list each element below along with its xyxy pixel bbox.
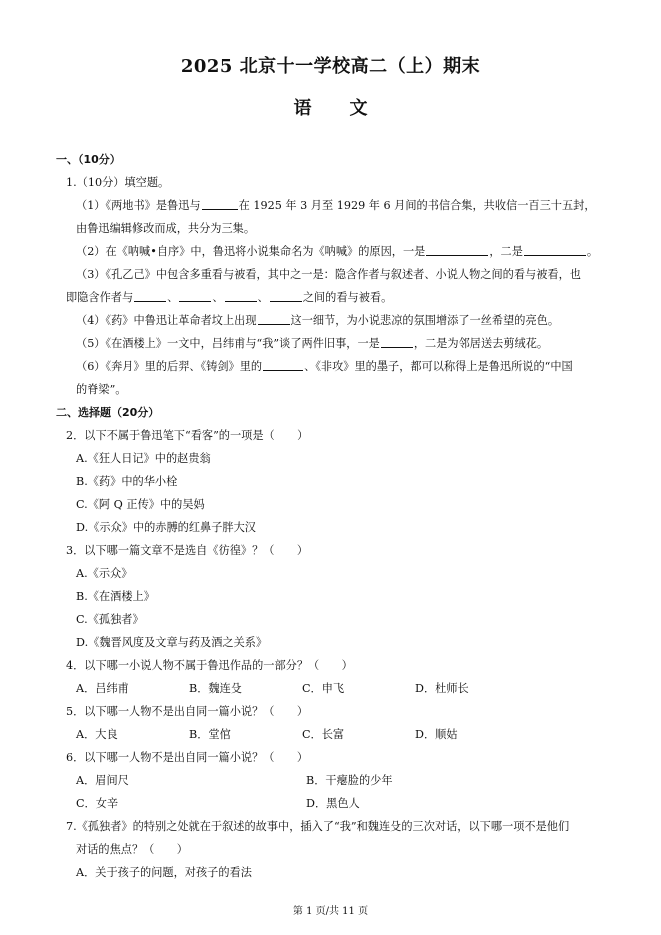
q1-part4-line xyxy=(56,309,611,332)
q6-option-c[interactable]: C．女辛 xyxy=(76,797,119,810)
q7-option-a[interactable]: A．关于孩子的问题，对孩子的看法 xyxy=(76,866,252,879)
q1-part3-blank-3[interactable] xyxy=(225,289,257,302)
q2-option-d[interactable]: D.《示众》中的赤膊的红鼻子胖大汉 xyxy=(76,521,256,534)
q1-part1-blank[interactable] xyxy=(202,197,238,210)
q4-stem: 4．以下哪一小说人物不属于鲁迅作品的一部分？（ ） xyxy=(66,659,353,672)
q6-options-row1 xyxy=(56,769,611,792)
q1-part4-text-b: 这一细节，为小说悲凉的氛围增添了一丝希望的亮色。 xyxy=(290,314,560,327)
q5-option-a[interactable]: A．大良 xyxy=(76,728,118,741)
q1-part1-text-a: （1）《两地书》是鲁迅与 xyxy=(76,199,201,212)
q3-option-d[interactable]: D.《魏晋风度及文章与药及酒之关系》 xyxy=(76,636,268,649)
q1-part3-sep-3: 、 xyxy=(257,291,269,304)
q3-option-a[interactable]: A.《示众》 xyxy=(76,567,133,580)
q4-option-b[interactable]: B．魏连殳 xyxy=(189,682,242,695)
q1-part5-line xyxy=(56,332,611,355)
q1-part3-text-c: 之间的看与被看。 xyxy=(302,291,393,304)
q1-part3-line2 xyxy=(56,286,611,309)
q1-part6-line2: 的脊梁”。 xyxy=(76,383,127,396)
q1-part2-text-a: （2）在《呐喊•自序》中，鲁迅将小说集命名为《呐喊》的原因，一是 xyxy=(76,245,426,258)
q1-part2-text-b: ，二是 xyxy=(489,245,523,258)
q1-part5-blank[interactable] xyxy=(381,335,413,348)
q2-option-c[interactable]: C.《阿 Q 正传》中的吴妈 xyxy=(76,498,205,511)
q1-part3-sep-2: 、 xyxy=(212,291,224,304)
q1-part3-blank-4[interactable] xyxy=(270,289,302,302)
q1-part2-blank-1[interactable] xyxy=(426,243,488,256)
q1-part3-text-b: 即隐含作者与 xyxy=(66,291,134,304)
q3-option-b[interactable]: B.《在酒楼上》 xyxy=(76,590,155,603)
q1-part5-text-b: ，二是为邻居送去剪绒花。 xyxy=(413,337,549,350)
q1-part4-blank[interactable] xyxy=(258,312,290,325)
q1-part6-blank[interactable] xyxy=(263,358,303,371)
q6-options-row2 xyxy=(56,792,611,815)
page-footer: 第 1 页/共 11 页 xyxy=(292,906,369,917)
q5-option-c[interactable]: C．长富 xyxy=(302,728,345,741)
q3-option-c[interactable]: C.《孤独者》 xyxy=(76,613,144,626)
q5-option-b[interactable]: B．堂倌 xyxy=(189,728,231,741)
q1-part3-sep-1: 、 xyxy=(167,291,179,304)
q5-stem: 5．以下哪一人物不是出自同一篇小说？（ ） xyxy=(66,705,309,718)
q7-stem-line2: 对话的焦点？（ ） xyxy=(76,843,188,856)
q4-option-d[interactable]: D．杜师长 xyxy=(415,682,469,695)
q1-stem: 1.（10分）填空题。 xyxy=(66,176,170,189)
exam-content xyxy=(56,148,611,884)
q1-part1-text-b: 在 1925 年 3 月至 1929 年 6 月间的书信合集，共收信一百三十五封， xyxy=(238,199,596,212)
q1-part6-text-b: 、《非攻》里的墨子，都可以称得上是鲁迅所说的“中国 xyxy=(304,360,573,373)
q1-part2-blank-2[interactable] xyxy=(524,243,586,256)
q4-options xyxy=(56,677,611,700)
q6-option-d[interactable]: D．黑色人 xyxy=(306,797,360,810)
q6-option-a[interactable]: A．眉间尺 xyxy=(76,774,129,787)
q5-options xyxy=(56,723,611,746)
q1-part2-line xyxy=(56,240,611,263)
q6-option-b[interactable]: B．干瘪脸的少年 xyxy=(306,774,393,787)
q7-stem-line1: 7.《孤独者》的特别之处就在于叙述的故事中，插入了“我”和魏连殳的三次对话，以下哪一项不是他们 xyxy=(66,820,570,833)
q1-part1-line2: 由鲁迅编辑修改而成，共分为三集。 xyxy=(76,222,256,235)
q4-option-a[interactable]: A．吕纬甫 xyxy=(76,682,129,695)
q1-part6-text-a: （6）《奔月》里的后羿、《铸剑》里的 xyxy=(76,360,263,373)
q1-part3-line1: （3）《孔乙己》中包含多重看与被看，其中之一是：隐含作者与叙述者、小说人物之间的看与被看，也 xyxy=(76,268,581,281)
q5-option-d[interactable]: D．顺姑 xyxy=(415,728,458,741)
q1-part2-text-c: 。 xyxy=(586,245,599,258)
q3-stem: 3．以下哪一篇文章不是选自《彷徨》？（ ） xyxy=(66,544,309,557)
page-title: 2025 北京十一学校高二（上）期末 xyxy=(180,56,481,77)
q4-option-c[interactable]: C．申飞 xyxy=(302,682,345,695)
q1-part3-blank-1[interactable] xyxy=(134,289,166,302)
section-2-heading: 二、选择题（20分） xyxy=(56,406,160,419)
q1-part5-text-a: （5）《在酒楼上》一文中，吕纬甫与“我”谈了两件旧事，一是 xyxy=(76,337,380,350)
q2-stem: 2．以下不属于鲁迅笔下“看客”的一项是（ ） xyxy=(66,429,309,442)
q2-option-b[interactable]: B.《药》中的华小栓 xyxy=(76,475,178,488)
q1-part6-line1 xyxy=(56,355,611,378)
subject-title: 语文 xyxy=(293,98,406,119)
q1-part4-text-a: （4）《药》中鲁迅让革命者坟上出现 xyxy=(76,314,257,327)
q2-option-a[interactable]: A.《狂人日记》中的赵贵翁 xyxy=(76,452,211,465)
q1-part3-blank-2[interactable] xyxy=(179,289,211,302)
section-1-heading: 一、（10分） xyxy=(56,153,121,166)
q1-part1-line1 xyxy=(56,194,611,217)
q6-stem: 6．以下哪一人物不是出自同一篇小说？（ ） xyxy=(66,751,309,764)
